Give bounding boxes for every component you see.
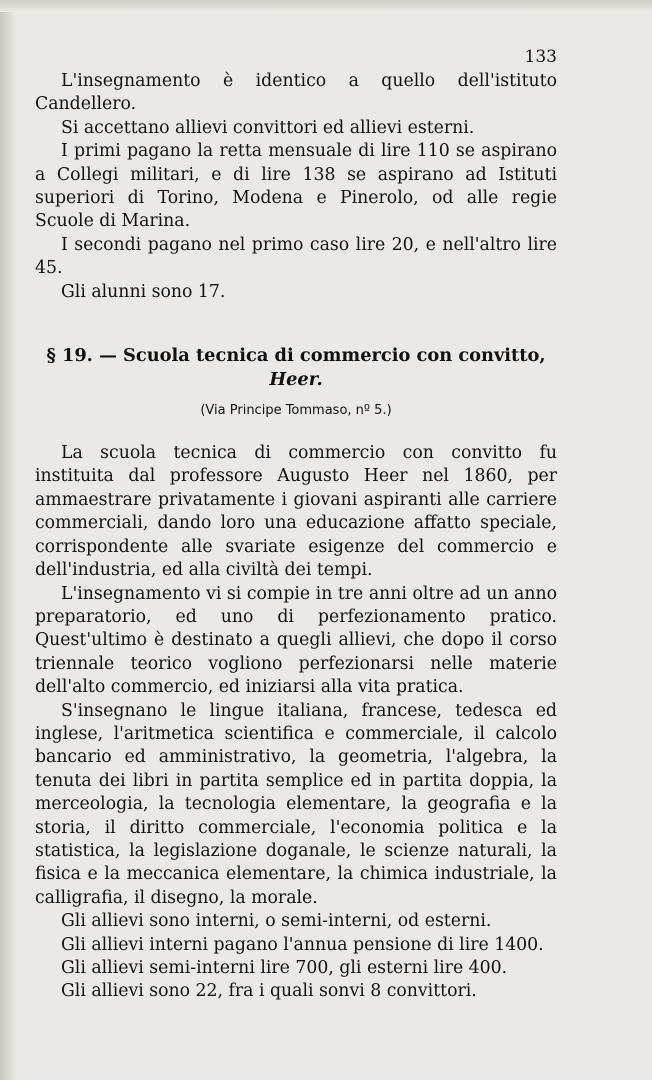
section-heading-title: § 19. — Scuola tecnica di commercio con convitto, bbox=[46, 345, 546, 367]
paragraph: Si accettano allievi convittori ed allievi esterni. bbox=[61, 117, 475, 138]
paragraph: Gli allievi semi-interni lire 700, gli esterni lire 400. bbox=[61, 958, 508, 978]
section-heading bbox=[35, 344, 557, 392]
paragraph: Gli allievi interni pagano l'annua pensione di lire 1400. bbox=[61, 934, 544, 955]
paragraph: I primi pagano la retta mensuale di lire 110 se aspirano a Collegi militari, e di lire 138 se aspirano ad Istituti superiori di Torino, Modena e Pinerolo, od alle regie Scuole di Marina. bbox=[35, 141, 557, 232]
scan-shadow-left bbox=[0, 0, 16, 1080]
page-content bbox=[35, 46, 557, 1004]
paragraph: Gli allievi sono interni, o semi-interni, od esterni. bbox=[61, 911, 492, 932]
page-number: 133 bbox=[524, 47, 557, 67]
paragraph: La scuola tecnica di commercio con convitto fu instituita dal professore Augusto Heer nel 1860, per ammaestrare privatamente i giovani aspiranti alle carriere commerciali, dando loro una educazione affatto speciale, corrispondente alle svariate esigenze del commercio e dell'industria, ed alla civiltà dei tempi. bbox=[35, 443, 557, 581]
paragraph: Gli allievi sono 22, fra i quali sonvi 8 convittori. bbox=[61, 981, 477, 1002]
paragraph: S'insegnano le lingue italiana, francese, tedesca ed inglese, l'aritmetica scientifica e commerciale, il calcolo bancario ed amministrativo, la geometria, l'algebra, la tenuta dei libri in partita semplice ed in partita doppia, la merceologia, la tecnologia elementare, la geografia e la storia, il diritto commerciale, l'economia politica e la statistica, la legislazione doganale, le scienze naturali, la fisica e la meccanica elementare, la chimica industriale, la calligrafia, il disegno, la morale. bbox=[35, 700, 557, 908]
intro-block bbox=[35, 70, 557, 304]
section-heading-author: Heer. bbox=[269, 369, 323, 391]
paragraph: Gli alunni sono 17. bbox=[61, 281, 226, 302]
section-body bbox=[35, 442, 557, 1004]
paragraph: I secondi pagano nel primo caso lire 20, e nell'altro lire 45. bbox=[35, 234, 557, 279]
section-address: (Via Principe Tommaso, nº 5.) bbox=[200, 403, 392, 419]
paragraph: L'insegnamento è identico a quello dell'istituto Candellero. bbox=[35, 71, 557, 115]
scan-shadow-top bbox=[0, 0, 652, 12]
paragraph: L'insegnamento vi si compie in tre anni oltre ad un anno preparatorio, ed uno di perfezionamento pratico. Quest'ultimo è destinato a quegli allievi, che dopo il corso triennale teorico vogliono perfezionarsi nelle materie dell'alto commercio, ed iniziarsi alla vita pratica. bbox=[35, 583, 557, 698]
